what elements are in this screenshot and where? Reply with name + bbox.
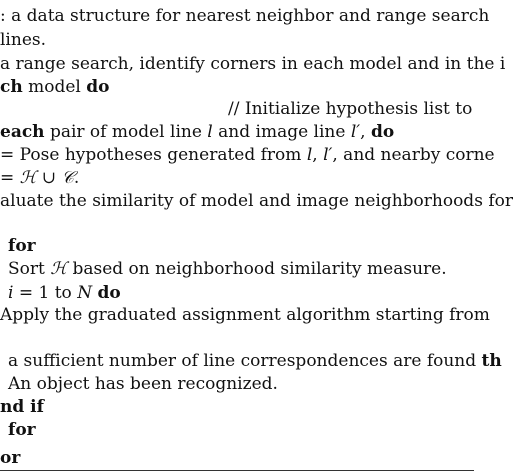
text-segment: , [360, 122, 371, 142]
algorithm-line-12 [8, 282, 121, 304]
keyword: do [370, 122, 395, 142]
algorithm-line-3 [0, 53, 505, 75]
text-segment: and image line [212, 122, 351, 142]
algorithm-line-6 [0, 121, 394, 143]
text-segment [8, 99, 46, 119]
keyword: each [0, 122, 45, 142]
math-symbol: l′ [350, 122, 361, 142]
text-segment: An object has been recognized. [8, 374, 278, 394]
algorithm-line-7 [0, 144, 495, 166]
text-segment: . [73, 168, 80, 188]
math-symbol: ℋ [50, 259, 68, 279]
text-segment: a sufficient number of line correspondences are found [8, 351, 482, 371]
keyword: for [8, 236, 36, 256]
text-segment: = [0, 168, 20, 188]
keyword: th [481, 351, 502, 371]
text-segment: : a data structure for nearest neighbor and range search [0, 6, 490, 26]
algorithm-line-15 [8, 373, 278, 395]
math-symbol: ℋ ∪ 𝒞 [19, 168, 74, 188]
algorithm-line-9 [0, 190, 513, 212]
math-symbol: N [77, 283, 93, 303]
text-segment: based on neighborhood similarity measure. [67, 259, 447, 279]
math-symbol: l [207, 122, 213, 142]
keyword: do [86, 77, 110, 97]
text-segment: lines. [0, 30, 47, 50]
algorithm-line-11 [8, 258, 447, 280]
text-segment: // Initialize hypothesis list to [228, 99, 473, 119]
algorithm-line-13 [0, 304, 490, 326]
math-symbol: i [8, 283, 14, 303]
algorithm-line-16 [0, 396, 44, 418]
text-segment: = 1 to [13, 283, 78, 303]
text-segment: aluate the similarity of model and image neighborhoods for [0, 191, 513, 211]
algorithm-line-8 [0, 167, 79, 189]
keyword: nd if [0, 397, 44, 417]
algorithm-line-2 [0, 29, 46, 51]
text-segment: , and nearby corne [332, 145, 495, 165]
math-symbol: l [306, 145, 313, 165]
keyword: for [8, 420, 36, 440]
bottom-rule [0, 470, 474, 471]
algorithm-line-5-comment [228, 98, 472, 120]
algorithm-line-14 [8, 350, 502, 372]
text-segment: = Pose hypotheses generated from [0, 145, 307, 165]
text-segment: pair of model line [44, 122, 208, 142]
text-segment: Apply the graduated assignment algorithm starting from [0, 305, 490, 325]
algorithm-line-18 [0, 447, 20, 469]
text-segment: Sort [8, 259, 51, 279]
keyword: do [97, 283, 121, 303]
text-segment: , [312, 145, 324, 165]
text-segment: a range search, identify corners in each model and in the i [0, 54, 506, 74]
algorithm-line-17 [8, 419, 36, 441]
text-segment: model [22, 77, 87, 97]
algorithm-line-5 [8, 98, 46, 120]
algorithm-line-1 [0, 5, 489, 27]
math-symbol: l′ [323, 145, 333, 165]
algorithm-line-4 [0, 76, 110, 98]
algorithm-line-10 [8, 235, 36, 257]
keyword: ch [0, 77, 23, 97]
keyword: or [0, 448, 21, 468]
